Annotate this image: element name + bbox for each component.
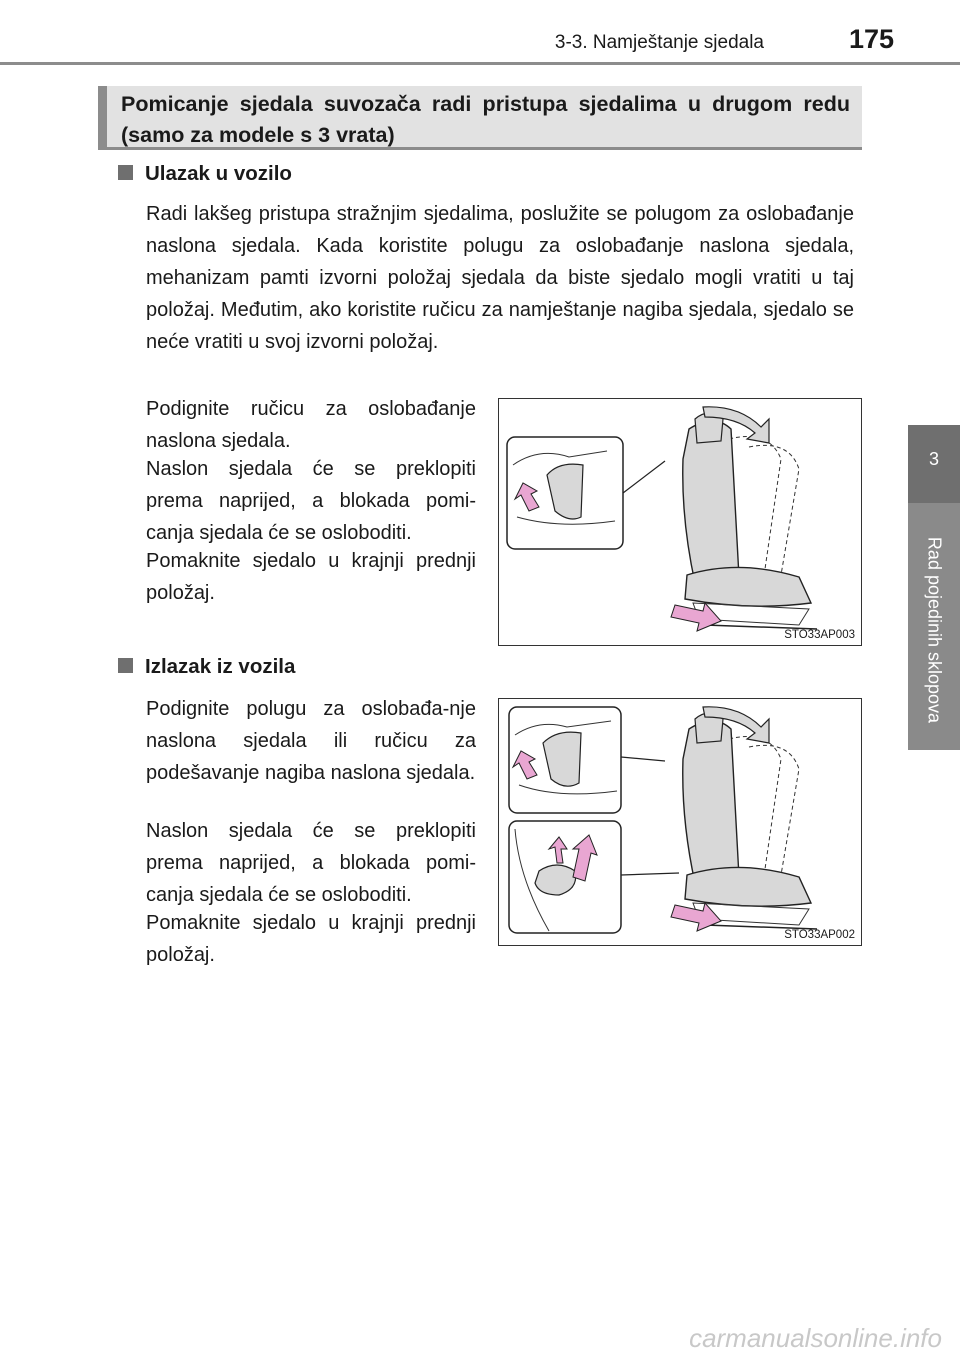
entering-step-1: Podignite ručicu za oslobađanje naslona sjedala. <box>146 398 476 452</box>
chapter-number: 3 <box>928 449 939 469</box>
subheading-exiting-text: Izlazak iz vozila <box>145 655 296 678</box>
exiting-step-3: Pomaknite sjedalo u krajnji prednji položaj. <box>146 912 476 966</box>
entering-paragraph: Radi lakšeg pristupa stražnjim sjedalima, poslužite se polugom za oslobađanje naslona sjedala. Kada koristite polugu za oslobađanje naslona sjedala, mehanizam pamti izvorni položaj sjedala da biste sjedalo mogli vratiti u taj položaj. Međutim, ako koristite ručicu za namještanje nagiba sjedala, sjedalo se neće vratiti u svoj izvorni položaj. <box>146 203 854 353</box>
running-header-section: 3-3. Namještanje sjedala <box>554 32 764 53</box>
figure-code-exiting: STO33AP002 <box>784 929 855 941</box>
entering-step-2: Naslon sjedala će se preklopiti prema naprijed, a blokada pomi-canja sjedala će se osloboditi. <box>146 458 476 544</box>
exiting-step-2: Naslon sjedala će se preklopiti prema naprijed, a blokada pomi-canja sjedala će se osloboditi. <box>146 820 476 906</box>
chapter-side-tab <box>908 425 960 750</box>
bullet-square-icon <box>118 165 133 180</box>
figure-entering <box>498 398 862 646</box>
chapter-title: Rad pojedinih sklopova <box>924 536 945 724</box>
section-title: Pomicanje sjedala suvozača radi pristupa sjedalima u drugom redu (samo za modele s 3 vrata) <box>121 92 850 147</box>
entering-step-3: Pomaknite sjedalo u krajnji prednji položaj. <box>146 550 476 604</box>
figure-exiting <box>498 698 862 946</box>
bullet-square-icon <box>118 658 133 673</box>
watermark: carmanualsonline.info <box>689 1323 942 1353</box>
exiting-step-1: Podignite polugu za oslobađa-nje naslona sjedala ili ručicu za podešavanje nagiba naslona sjedala. <box>146 698 476 784</box>
section-title-box <box>98 86 862 150</box>
subheading-entering <box>118 162 292 186</box>
subheading-entering-text: Ulazak u vozilo <box>145 162 292 185</box>
header-rule <box>0 62 960 65</box>
page-number: 175 <box>848 24 894 54</box>
subheading-exiting <box>118 655 295 679</box>
seat-release-illustration <box>499 399 861 645</box>
seat-release-recline-illustration <box>499 699 861 945</box>
figure-code-entering: STO33AP003 <box>784 629 855 641</box>
